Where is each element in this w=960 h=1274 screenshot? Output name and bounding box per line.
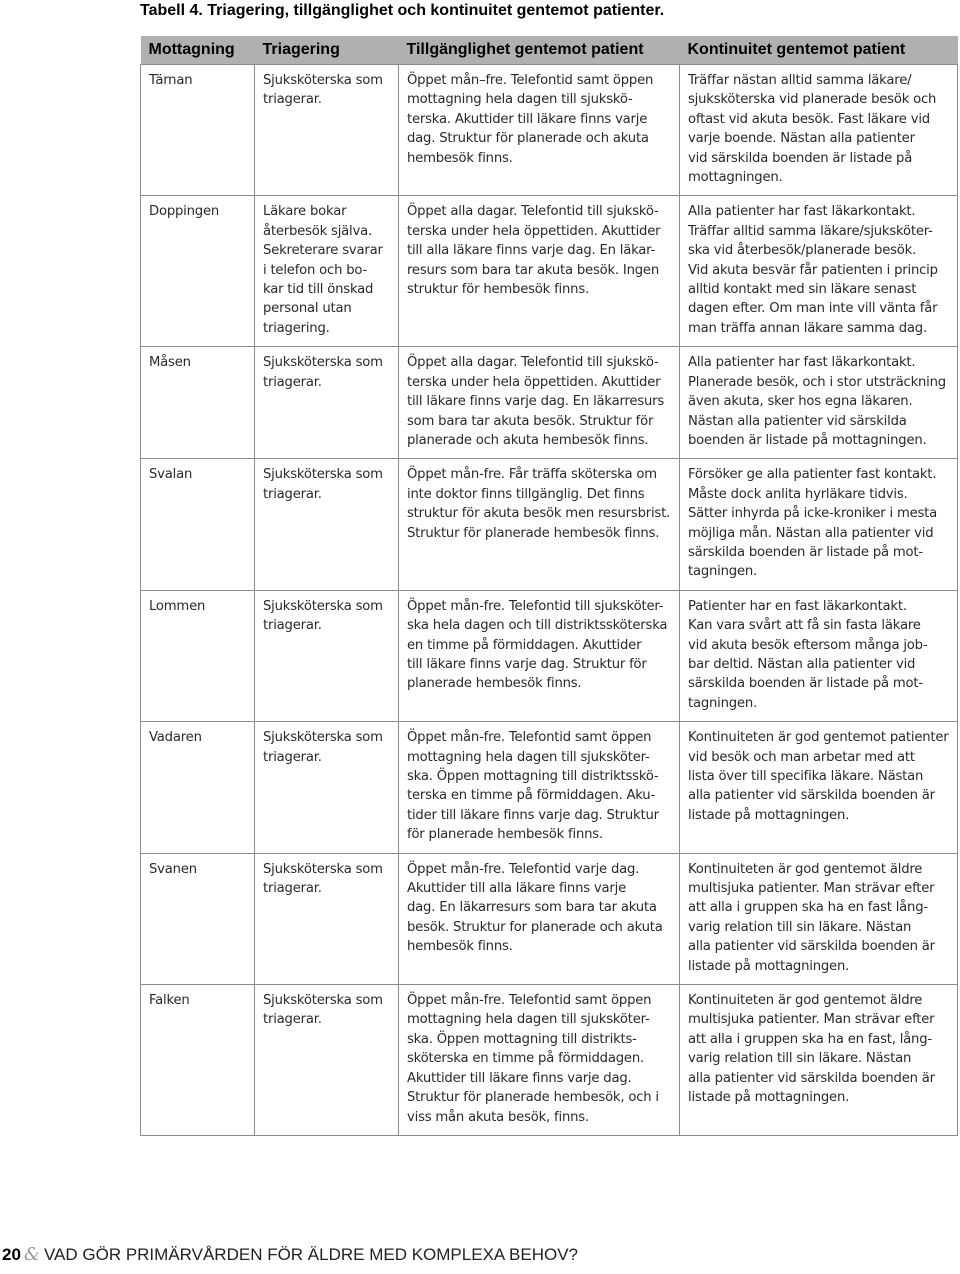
cell-line: Struktur för planerade hembesök, och i: [407, 1090, 659, 1106]
cell-line: mottagning hela dagen till sjukskö-: [407, 92, 633, 108]
cell-line: triagering.: [263, 320, 330, 336]
cell-line: Kontinuiteten är god gentemot äldre: [688, 993, 923, 1009]
table-row: [141, 347, 958, 459]
cell-line: varje boende. Nästan alla patienter: [688, 131, 915, 147]
cell-line: hembesök finns.: [407, 939, 513, 955]
page-footer: [2, 1244, 578, 1265]
cell-kontinuitet: [680, 853, 958, 984]
cell-triagering: [255, 65, 399, 196]
cell-line: alltid kontakt med sin läkare senast: [688, 282, 917, 298]
cell-line: mottagningen.: [688, 170, 783, 186]
cell-line: listade på mottagningen.: [688, 807, 850, 823]
cell-line: dag. Struktur för planerade och akuta: [407, 131, 649, 147]
cell-line: multisjuka patienter. Man strävar efter: [688, 881, 935, 897]
cell-line: Kan vara svårt att få sin fasta läkare: [688, 618, 921, 634]
cell-triagering: [255, 853, 399, 984]
cell-line: Öppet mån-fre. Telefontid samt öppen: [407, 993, 652, 1009]
cell-line: ska hela dagen och till distriktssköterska: [407, 618, 668, 634]
cell-line: sköterska en timme på förmiddagen.: [407, 1051, 644, 1067]
cell-kontinuitet: [680, 196, 958, 347]
cell-triagering: [255, 985, 399, 1136]
cell-line: för planerade hembesök finns.: [407, 827, 603, 843]
cell-line: triagerar.: [263, 749, 322, 765]
cell-mottagning: Lommen: [141, 590, 255, 721]
cell-mottagning: Måsen: [141, 347, 255, 459]
cell-line: Akuttider till alla läkare finns varje: [407, 881, 626, 897]
cell-line: Kontinuiteten är god gentemot patienter: [688, 730, 949, 746]
data-table: [140, 36, 958, 1136]
cell-line: dagen efter. Om man inte vill vänta får: [688, 301, 938, 317]
cell-kontinuitet: [680, 985, 958, 1136]
cell-line: resurs som bara tar akuta besök. Ingen: [407, 262, 659, 278]
cell-line: Sjuksköterska som: [263, 467, 383, 483]
column-header-mottagning: Mottagning: [141, 36, 255, 65]
cell-tillganglighet: [399, 722, 680, 853]
cell-line: oftast vid akuta besök. Fast läkare vid: [688, 111, 930, 127]
table-row: [141, 590, 958, 721]
cell-line: till läkare finns varje dag. En läkarresurs: [407, 394, 665, 410]
cell-line: triagerar.: [263, 374, 322, 390]
cell-line: lista över till specifika läkare. Nästan: [688, 769, 924, 784]
table-row: [141, 196, 958, 347]
cell-line: boenden är listade på mottagningen.: [688, 432, 927, 448]
cell-line: Kontinuiteten är god gentemot äldre: [688, 861, 923, 877]
cell-line: Akuttider till läkare finns varje dag.: [407, 1070, 632, 1086]
cell-line: till alla läkare finns varje dag. En läkar-: [407, 243, 656, 259]
cell-triagering: [255, 347, 399, 459]
cell-line: Struktur för planerade hembesök finns.: [407, 525, 660, 541]
cell-line: Sätter inhyrda på icke-kroniker i mesta: [688, 506, 938, 522]
cell-tillganglighet: [399, 853, 680, 984]
cell-line: alla patienter vid särskilda boenden är: [688, 788, 935, 804]
cell-line: viss mån akuta besök, finns.: [407, 1109, 589, 1125]
cell-line: Träffar nästan alltid samma läkare/: [688, 73, 912, 88]
cell-tillganglighet: [399, 65, 680, 196]
cell-line: till läkare finns varje dag. Struktur för: [407, 656, 647, 672]
cell-line: planerade och akuta hembesök finns.: [407, 432, 649, 448]
cell-line: multisjuka patienter. Man strävar efter: [688, 1012, 935, 1028]
cell-line: hembesök finns.: [407, 150, 513, 166]
table-row: [141, 65, 958, 196]
cell-triagering: [255, 196, 399, 347]
cell-line: Läkare bokar: [263, 204, 347, 220]
cell-line: även akuta, sker hos egna läkaren.: [688, 394, 913, 410]
cell-line: bar deltid. Nästan alla patienter vid: [688, 656, 916, 672]
cell-line: listade på mottagningen.: [688, 958, 850, 974]
cell-line: Patienter har en fast läkarkontakt.: [688, 598, 907, 614]
cell-line: struktur för akuta besök men resursbrist.: [407, 506, 671, 522]
cell-line: Måste dock anlita hyrläkare tidvis.: [688, 486, 908, 502]
cell-triagering: [255, 722, 399, 853]
cell-line: personal utan: [263, 301, 352, 317]
cell-line: Öppet mån-fre. Telefontid till sjuksköter-: [407, 598, 664, 614]
cell-line: inte doktor finns tillgänglig. Det finns: [407, 486, 645, 502]
cell-line: tagningen.: [688, 564, 758, 580]
cell-line: i telefon och bo-: [263, 262, 368, 278]
cell-line: terska under hela öppettiden. Akuttider: [407, 374, 661, 390]
cell-line: varig relation till sin läkare. Nästan: [688, 1051, 912, 1067]
cell-line: triagerar.: [263, 618, 322, 634]
cell-mottagning: Svanen: [141, 853, 255, 984]
cell-line: Sjuksköterska som: [263, 861, 383, 877]
cell-line: ska. Öppen mottagning till distriktsskö-: [407, 769, 659, 784]
cell-line: Sjuksköterska som: [263, 73, 383, 88]
cell-line: tider till läkare finns varje dag. Struktur: [407, 807, 659, 823]
cell-line: triagerar.: [263, 92, 322, 108]
cell-line: som bara tar akuta besök. Struktur för: [407, 413, 654, 429]
cell-tillganglighet: [399, 459, 680, 590]
page-number: 20: [2, 1245, 21, 1264]
cell-line: besök. Struktur for planerade och akuta: [407, 919, 663, 935]
cell-line: dag. En läkarresurs som bara tar akuta: [407, 900, 657, 916]
cell-line: Sjuksköterska som: [263, 355, 383, 371]
cell-tillganglighet: [399, 347, 680, 459]
cell-line: vid särskilda boenden är listade på: [688, 150, 913, 166]
cell-kontinuitet: [680, 722, 958, 853]
cell-tillganglighet: [399, 196, 680, 347]
cell-line: planerade hembesök finns.: [407, 676, 582, 692]
cell-line: Sjuksköterska som: [263, 598, 383, 614]
cell-line: terska. Akuttider till läkare finns varje: [407, 111, 648, 127]
cell-line: alla patienter vid särskilda boenden är: [688, 939, 935, 955]
cell-line: alla patienter vid särskilda boenden är: [688, 1070, 935, 1086]
cell-line: vid besök och man arbetar med att: [688, 749, 915, 765]
cell-line: terska en timme på förmiddagen. Aku-: [407, 788, 656, 804]
cell-line: särskilda boenden är listade på mot-: [688, 544, 923, 560]
cell-line: ska vid återbesök/planerade besök.: [688, 243, 917, 259]
cell-line: listade på mottagningen.: [688, 1090, 850, 1106]
cell-mottagning: Svalan: [141, 459, 255, 590]
footer-text: VAD GÖR PRIMÄRVÅRDEN FÖR ÄLDRE MED KOMPLEXA BEHOV?: [43, 1245, 579, 1264]
cell-line: man träffa annan läkare samma dag.: [688, 320, 927, 336]
table-row: [141, 459, 958, 590]
table-row: [141, 853, 958, 984]
cell-tillganglighet: [399, 590, 680, 721]
column-header-kontinuitet: Kontinuitet gentemot patient: [680, 36, 958, 65]
cell-line: varig relation till sin läkare. Nästan: [688, 919, 912, 935]
cell-line: Försöker ge alla patienter fast kontakt.: [688, 467, 937, 483]
cell-line: att alla i gruppen ska ha en fast lång-: [688, 900, 928, 916]
cell-line: vid akuta besök eftersom många job-: [688, 637, 928, 653]
cell-line: att alla i gruppen ska ha en fast, lång-: [688, 1031, 932, 1047]
cell-line: Öppet mån–fre. Telefontid samt öppen: [407, 73, 654, 88]
cell-line: Sekreterare svarar: [263, 243, 383, 259]
cell-line: triagerar.: [263, 1012, 322, 1028]
table-body: [141, 65, 958, 1136]
cell-mottagning: Vadaren: [141, 722, 255, 853]
cell-line: kar tid till önskad: [263, 282, 374, 298]
cell-kontinuitet: [680, 347, 958, 459]
cell-line: Sjuksköterska som: [263, 993, 383, 1009]
cell-line: Nästan alla patienter vid särskilda: [688, 413, 907, 429]
cell-line: Planerade besök, och i stor utsträckning: [688, 374, 946, 390]
cell-line: återbesök själva.: [263, 223, 372, 239]
cell-triagering: [255, 590, 399, 721]
cell-line: Alla patienter har fast läkarkontakt.: [688, 204, 916, 220]
cell-line: ska. Öppen mottagning till distrikts-: [407, 1031, 637, 1047]
table-row: [141, 985, 958, 1136]
cell-line: struktur för hembesök finns.: [407, 282, 589, 298]
cell-line: en timme på förmiddagen. Akuttider: [407, 637, 642, 653]
cell-line: Alla patienter har fast läkarkontakt.: [688, 355, 916, 371]
cell-mottagning: Doppingen: [141, 196, 255, 347]
cell-line: Vid akuta besvär får patienten i princip: [688, 262, 938, 278]
cell-line: triagerar.: [263, 486, 322, 502]
cell-line: Sjuksköterska som: [263, 730, 383, 746]
cell-triagering: [255, 459, 399, 590]
cell-mottagning: Tärnan: [141, 65, 255, 196]
cell-line: Öppet mån-fre. Får träffa sköterska om: [407, 467, 657, 483]
cell-line: Öppet mån-fre. Telefontid varje dag.: [407, 861, 640, 877]
cell-line: sjuksköterska vid planerade besök och: [688, 92, 937, 108]
cell-line: Öppet alla dagar. Telefontid till sjukskö-: [407, 204, 659, 220]
column-header-triagering: Triagering: [255, 36, 399, 65]
table-row: [141, 722, 958, 853]
column-header-tillganglighet: Tillgänglighet gentemot patient: [399, 36, 680, 65]
cell-line: mottagning hela dagen till sjuksköter-: [407, 1012, 650, 1028]
cell-line: särskilda boenden är listade på mot-: [688, 676, 923, 692]
cell-line: Träffar alltid samma läkare/sjuksköter-: [688, 223, 933, 239]
cell-line: Öppet mån-fre. Telefontid samt öppen: [407, 730, 652, 746]
cell-line: möjliga mån. Nästan alla patienter vid: [688, 525, 934, 541]
cell-mottagning: Falken: [141, 985, 255, 1136]
table-header-row: [141, 36, 958, 65]
table-title: Tabell 4. Triagering, tillgänglighet och kontinuitet gentemot patienter.: [140, 2, 665, 19]
cell-kontinuitet: [680, 65, 958, 196]
cell-kontinuitet: [680, 459, 958, 590]
cell-line: terska under hela öppettiden. Akuttider: [407, 223, 661, 239]
cell-line: tagningen.: [688, 695, 758, 711]
cell-line: Öppet alla dagar. Telefontid till sjukskö-: [407, 355, 659, 371]
ampersand-glyph: &: [23, 1244, 40, 1265]
cell-kontinuitet: [680, 590, 958, 721]
cell-tillganglighet: [399, 985, 680, 1136]
cell-line: mottagning hela dagen till sjuksköter-: [407, 749, 650, 765]
cell-line: triagerar.: [263, 881, 322, 897]
